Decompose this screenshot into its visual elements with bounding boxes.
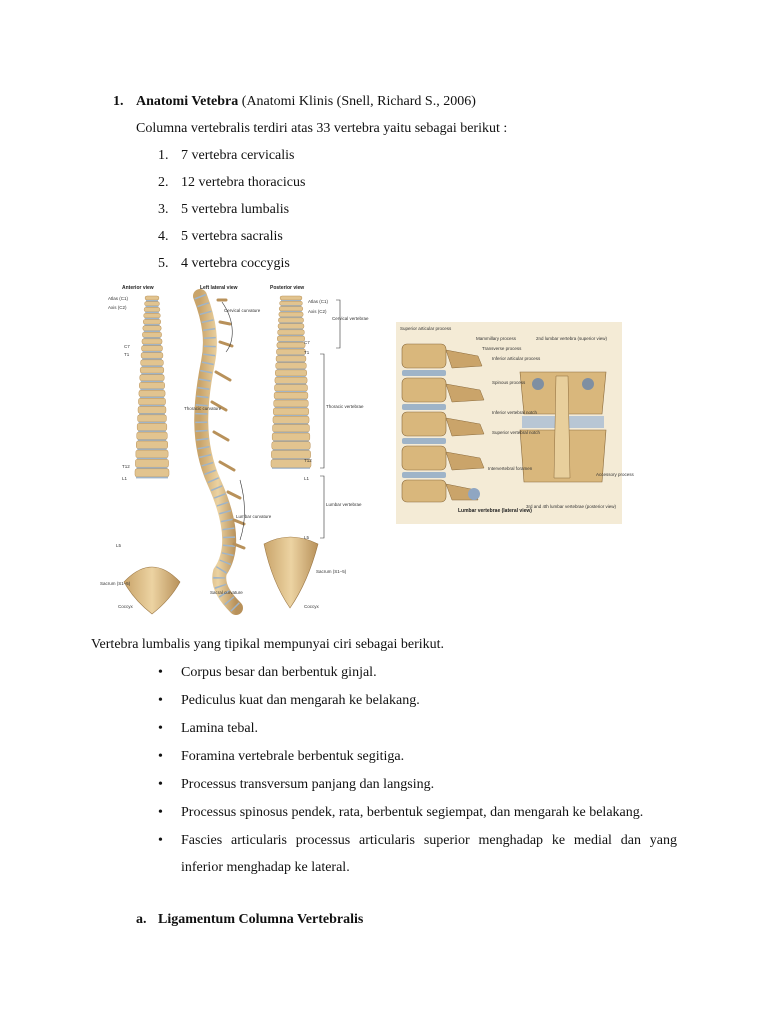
anterior-vertebra xyxy=(143,326,161,331)
list-item-line1: Fascies articularis processus articularis superior menghadap ke medial dan yang xyxy=(181,833,677,848)
list-item: Pediculus kuat dan mengarah ke belakang. xyxy=(181,693,420,708)
label-atlas: Atlas (C1) xyxy=(108,296,129,301)
label-thoracic-vertebrae: Thoracic vertebrae xyxy=(326,404,364,409)
anterior-vertebra xyxy=(138,415,167,422)
bullet-icon: • xyxy=(158,805,163,820)
heading-number: 1. xyxy=(113,94,124,109)
posterior-vertebra xyxy=(278,318,303,323)
posterior-vertebra xyxy=(280,301,303,305)
list-item: Lamina tebal. xyxy=(181,721,258,736)
bullet-icon: • xyxy=(158,777,163,792)
label-second-lumbar: 2nd lumbar vertebra (superior view) xyxy=(536,336,608,341)
anterior-vertebra xyxy=(142,332,161,337)
bracket-cervical xyxy=(336,300,340,348)
list-item-number: 2. xyxy=(158,175,169,190)
label-thoracic-curvature: Thoracic curvature xyxy=(184,406,222,411)
list-item-number: 1. xyxy=(158,148,169,163)
label-sacral-curvature: Sacral curvature xyxy=(210,590,243,595)
list-item: 12 vertebra thoracicus xyxy=(181,175,306,190)
label-cervical-vertebrae: Cervical vertebrae xyxy=(332,316,369,321)
disc-herniation-mark xyxy=(468,488,480,500)
anterior-vertebra xyxy=(145,302,160,306)
anterior-view-label: Anterior view xyxy=(122,285,154,291)
anterior-vertebra xyxy=(142,346,163,351)
posterior-vertebra xyxy=(279,312,303,317)
lumbar-curvature-arc xyxy=(240,480,245,540)
label-l5: L5 xyxy=(116,543,122,548)
lumbar-intro: Vertebra lumbalis yang tipikal mempunyai ciri sebagai berikut. xyxy=(91,637,445,652)
posterior-view-label: Posterior view xyxy=(270,285,305,291)
posterior-vertebra xyxy=(278,324,304,329)
label-t12: T12 xyxy=(122,464,130,469)
label-accessory-process: Accessory process xyxy=(596,472,634,477)
anterior-vertebra xyxy=(138,406,166,413)
posterior-lumbar-block xyxy=(520,372,606,482)
anterior-vertebra xyxy=(139,390,165,396)
lumbar-svg xyxy=(396,322,634,524)
anterior-vertebra xyxy=(141,360,164,366)
posterior-vertebra xyxy=(277,342,305,347)
list-item: Processus spinosus pendek, rata, berbentuk segiempat, dan mengarah ke belakang. xyxy=(181,805,644,820)
anterior-vertebra xyxy=(135,459,168,467)
label-superior-vertebral-notch: Superior vertebral notch xyxy=(492,430,541,435)
posterior-vertebra xyxy=(274,392,308,399)
lateral-spine xyxy=(200,296,244,608)
label-coccyx: Coccyx xyxy=(118,604,133,609)
anterior-vertebra xyxy=(143,319,160,324)
label-t1-posterior: T1 xyxy=(304,350,310,355)
anterior-vertebra xyxy=(137,432,168,439)
subheading-letter: a. xyxy=(136,912,147,927)
list-item: 5 vertebra sacralis xyxy=(181,229,283,244)
posterior-disc xyxy=(272,468,310,469)
anterior-vertebra xyxy=(136,441,167,448)
anterior-vertebra xyxy=(140,367,164,373)
list-item-number: 3. xyxy=(158,202,169,217)
label-lumbar-curvature: Lumbar curvature xyxy=(236,514,272,519)
heading-title-bold: Anatomi Vetebra xyxy=(136,94,239,109)
posterior-vertebra xyxy=(276,363,307,369)
posterior-vertebra xyxy=(273,416,309,423)
heading-title-rest: (Anatomi Klinis (Snell, Richard S., 2006) xyxy=(238,94,476,109)
label-c7-posterior: C7 xyxy=(304,340,310,345)
list-item: 5 vertebra lumbalis xyxy=(181,202,290,217)
list-item: Corpus besar dan berbentuk ginjal. xyxy=(181,665,377,680)
anterior-disc xyxy=(136,477,168,479)
posterior-vertebra xyxy=(272,433,310,440)
label-t1: T1 xyxy=(124,352,130,357)
anterior-vertebra xyxy=(144,307,160,311)
label-axis: Axis (C2) xyxy=(108,305,127,310)
posterior-vertebra xyxy=(274,400,309,407)
list-item-number: 4. xyxy=(158,229,169,244)
label-superior-articular-process: Superior articular process xyxy=(400,326,452,331)
posterior-vertebra xyxy=(275,370,306,376)
list-item-number: 5. xyxy=(158,256,169,271)
label-c7: C7 xyxy=(124,344,130,349)
label-axis-posterior: Axis (C2) xyxy=(308,309,327,314)
label-inferior-vertebral-notch: Inferior vertebral notch xyxy=(492,410,538,415)
posterior-vertebra xyxy=(275,385,308,391)
anterior-vertebra xyxy=(138,398,165,405)
anterior-vertebra xyxy=(137,423,167,430)
anterior-spine xyxy=(124,296,180,614)
posterior-spine xyxy=(264,296,318,608)
label-third-fourth-lumbar: 3rd and 4th lumbar vertebrae (posterior view) xyxy=(526,504,617,509)
posterior-vertebra xyxy=(272,442,310,450)
list-item: 7 vertebra cervicalis xyxy=(181,148,295,163)
list-item: Processus transversum panjang dan langsing. xyxy=(181,777,435,792)
anterior-vertebra xyxy=(141,353,163,359)
lateral-view-label: Left lateral view xyxy=(200,285,238,291)
heading xyxy=(136,93,476,111)
label-l1-posterior: L1 xyxy=(304,476,310,481)
posterior-vertebra xyxy=(273,408,308,415)
bracket-thoracic xyxy=(320,354,324,468)
lumbar-vertebrae-illustration xyxy=(396,322,634,524)
posterior-vertebra xyxy=(276,356,306,362)
label-mammillary-process: Mammillary process xyxy=(476,336,517,341)
list-item: Foramina vertebrale berbentuk segitiga. xyxy=(181,749,405,764)
list-item-line2: inferior menghadap ke lateral. xyxy=(181,860,350,875)
anterior-vertebra xyxy=(135,469,169,477)
bullet-icon: • xyxy=(158,721,163,736)
label-l1: L1 xyxy=(122,476,128,481)
posterior-vertebra xyxy=(277,336,304,341)
label-lumbar-vertebrae: Lumbar vertebrae xyxy=(326,502,362,507)
label-atlas-posterior: Atlas (C1) xyxy=(308,299,329,304)
anterior-vertebra xyxy=(145,296,159,300)
posterior-vertebra xyxy=(273,425,310,432)
list-item: 4 vertebra coccygis xyxy=(181,256,290,271)
bullet-icon: • xyxy=(158,665,163,680)
spine-svg xyxy=(100,282,369,618)
label-sacrum-posterior: Sacrum (S1–5) xyxy=(316,569,347,574)
posterior-sacrum xyxy=(264,537,318,608)
label-lumbar-lateral-view: Lumbar vertebrae (lateral view) xyxy=(458,508,532,514)
posterior-vertebra xyxy=(275,377,307,383)
label-sacrum: Sacrum (S1–5) xyxy=(100,581,131,586)
anterior-vertebra xyxy=(136,450,168,458)
label-transverse-process: Transverse process xyxy=(482,346,522,351)
label-intervertebral-foramen: Intervertebral foramen xyxy=(488,466,533,471)
bullet-icon: • xyxy=(158,693,163,708)
label-cervical-curvature: Cervical curvature xyxy=(224,308,261,313)
anterior-vertebra xyxy=(140,375,164,381)
anterior-vertebra xyxy=(144,313,161,318)
subheading-title: Ligamentum Columna Vertebralis xyxy=(158,912,364,927)
posterior-vertebra xyxy=(280,296,302,300)
anterior-vertebra xyxy=(139,382,164,388)
label-spinous-process: Spinous process xyxy=(492,380,526,385)
posterior-vertebra xyxy=(276,349,305,355)
spine-illustration xyxy=(100,282,369,618)
label-l5-posterior: L5 xyxy=(304,535,310,540)
bullet-icon: • xyxy=(158,833,163,848)
anterior-vertebra xyxy=(142,339,162,344)
posterior-vertebra xyxy=(279,307,303,311)
intro-text: Columna vertebralis terdiri atas 33 vertebra yaitu sebagai berikut : xyxy=(136,121,508,136)
posterior-vertebra xyxy=(278,330,305,335)
label-inferior-articular-process: Inferior articular process xyxy=(492,356,541,361)
bullet-icon: • xyxy=(158,749,163,764)
label-coccyx-posterior: Coccyx xyxy=(304,604,319,609)
label-t12-posterior: T12 xyxy=(304,458,312,463)
bracket-lumbar xyxy=(320,476,324,538)
